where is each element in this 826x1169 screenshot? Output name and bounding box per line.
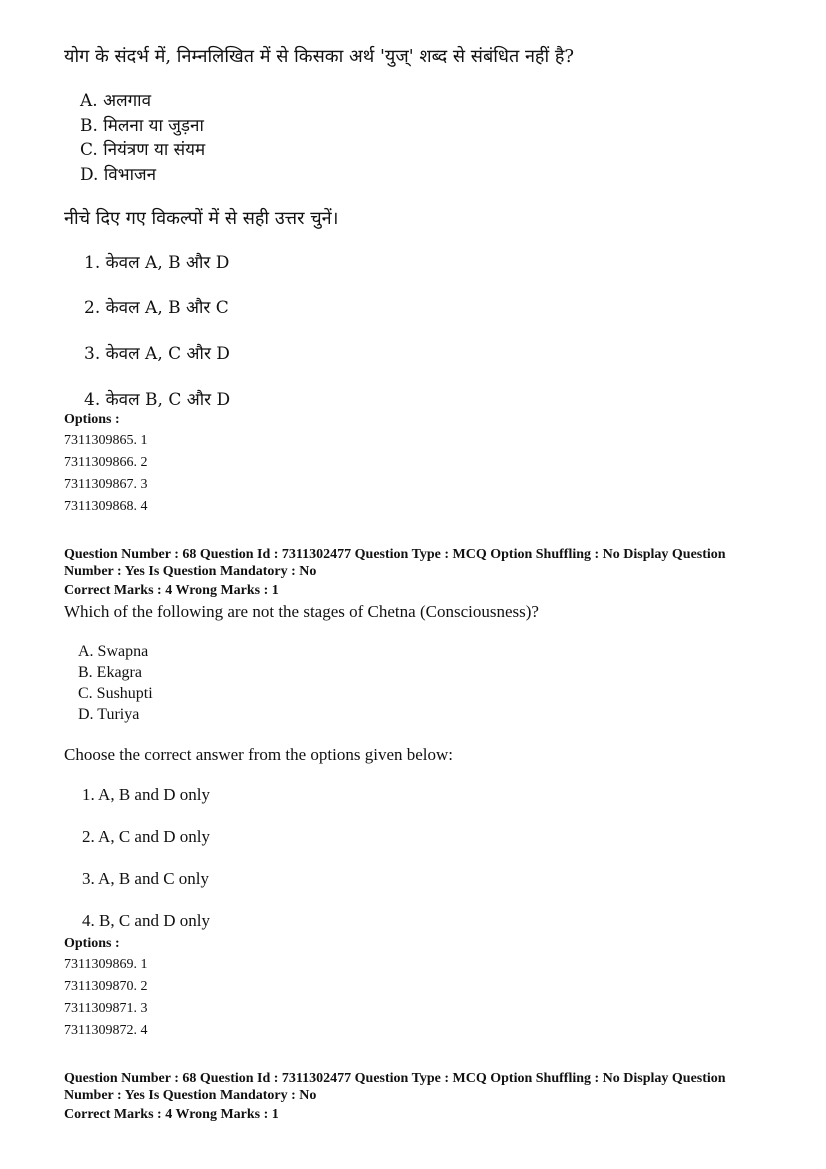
hindi-question-text: योग के संदर्भ में, निम्नलिखित में से किसका अर्थ 'युज्' शब्द से संबंधित नहीं है?: [64, 46, 575, 67]
question-marks: Correct Marks : 4 Wrong Marks : 1: [64, 583, 279, 598]
question-meta: Question Number : 68 Question Id : 7311302477 Question Type : MCQ Option Shuffling : No Display Question Number : Yes Is Question Mandatory : No: [64, 547, 726, 579]
question-meta: Question Number : 68 Question Id : 7311302477 Question Type : MCQ Option Shuffling : No Display Question Number : Yes Is Question Mandatory : No: [64, 1071, 726, 1103]
option-id-1: 7311309865. 1: [64, 433, 148, 448]
option-a: A. Swapna: [78, 643, 149, 660]
hindi-instruction: नीचे दिए गए विकल्पों में से सही उत्तर चुनें।: [64, 208, 339, 229]
question-instruction: Choose the correct answer from the options given below:: [64, 745, 454, 764]
option-id-4: 7311309872. 4: [64, 1023, 148, 1038]
option-id-2: 7311309870. 2: [64, 979, 148, 994]
option-id-4: 7311309868. 4: [64, 499, 148, 514]
choice-4: 4. B, C and D only: [82, 911, 210, 930]
option-b: B. Ekagra: [78, 664, 142, 681]
options-label: Options :: [64, 412, 120, 427]
hindi-option-d: D. विभाजन: [80, 165, 157, 185]
hindi-option-a: A. अलगाव: [80, 91, 152, 111]
option-d: D. Turiya: [78, 706, 140, 723]
choice-2: 2. A, C and D only: [82, 827, 210, 846]
hindi-choice-2: 2. केवल A, B और C: [84, 298, 229, 318]
question-marks: Correct Marks : 4 Wrong Marks : 1: [64, 1107, 279, 1122]
choice-3: 3. A, B and C only: [82, 869, 210, 888]
hindi-choice-3: 3. केवल A, C और D: [84, 344, 230, 364]
hindi-choice-4: 4. केवल B, C और D: [84, 390, 231, 410]
option-id-3: 7311309867. 3: [64, 477, 148, 492]
option-c: C. Sushupti: [78, 685, 153, 702]
option-id-2: 7311309866. 2: [64, 455, 148, 470]
choice-1: 1. A, B and D only: [82, 785, 210, 804]
options-label: Options :: [64, 936, 120, 951]
hindi-choice-1: 1. केवल A, B और D: [84, 253, 230, 273]
hindi-option-c: C. नियंत्रण या संयम: [80, 140, 206, 160]
option-id-1: 7311309869. 1: [64, 957, 148, 972]
hindi-option-b: B. मिलना या जुड़ना: [80, 116, 204, 136]
question-text: Which of the following are not the stages of Chetna (Consciousness)?: [64, 602, 539, 621]
option-id-3: 7311309871. 3: [64, 1001, 148, 1016]
